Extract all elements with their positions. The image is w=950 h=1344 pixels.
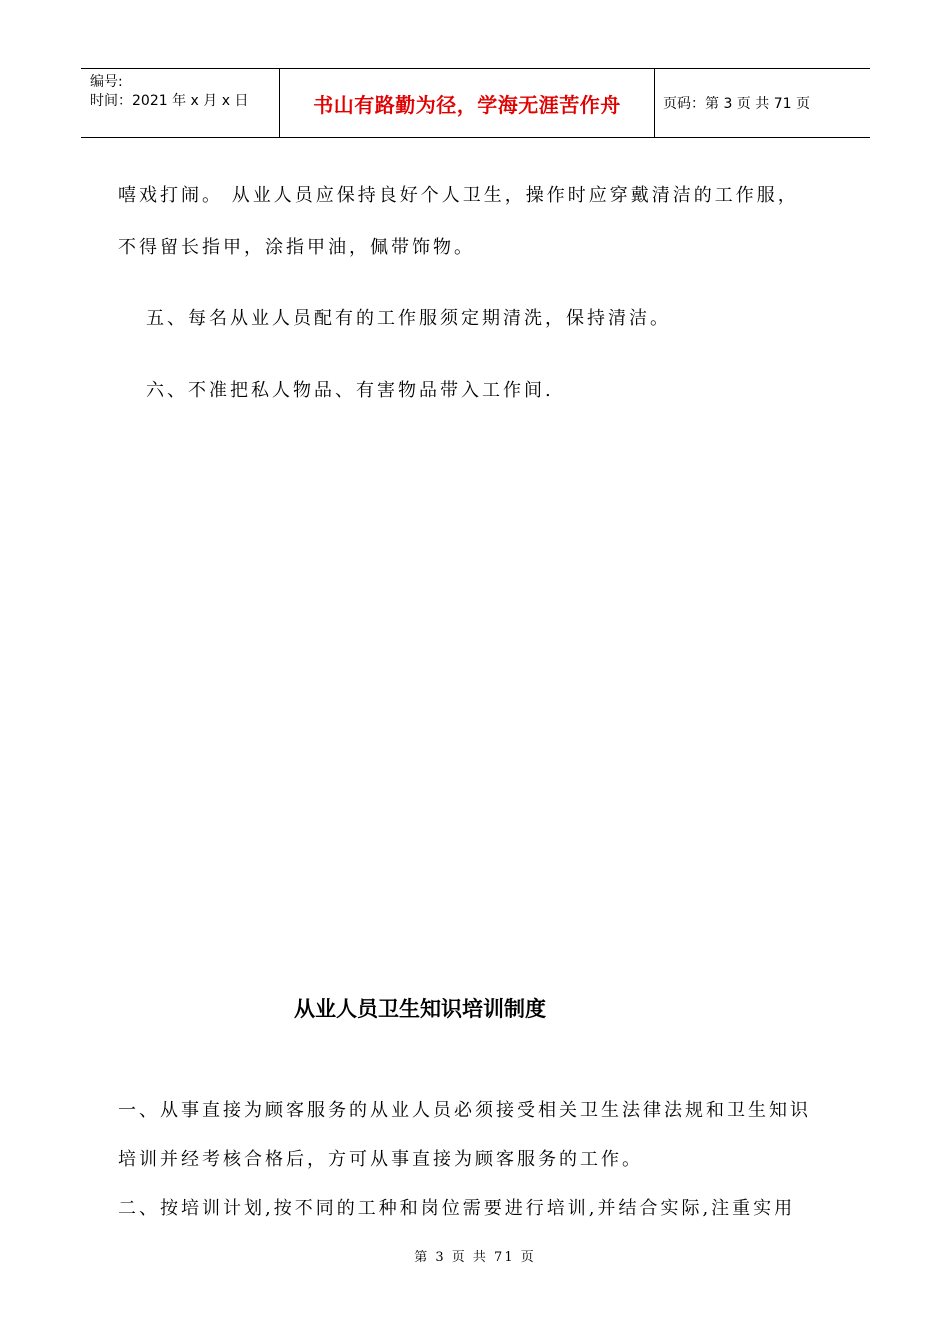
- header-page-number: 页码：第 3 页 共 71 页: [663, 96, 810, 112]
- section-paragraph-line: 培训并经考核合格后，方可从事直接为顾客服务的工作。: [118, 1149, 643, 1170]
- body-paragraph-line: 六、不准把私人物品、有害物品带入工作间.: [146, 380, 554, 401]
- section-title: 从业人员卫生知识培训制度: [294, 997, 546, 1021]
- header-meta: [81, 69, 280, 137]
- document-number-label: 编号:: [90, 74, 123, 90]
- body-paragraph-line: 五、每名从业人员配有的工作服须定期清洗，保持清洁。: [146, 308, 671, 329]
- body-paragraph-line: 嘻戏打闹。 从业人员应保持良好个人卫生，操作时应穿戴清洁的工作服，: [118, 185, 799, 206]
- header-motto: 书山有路勤为径，学海无涯苦作舟: [280, 69, 655, 137]
- document-header: [81, 68, 870, 138]
- page-footer: 第 3 页 共 71 页: [414, 1250, 536, 1265]
- section-paragraph-line: 二、按培训计划,按不同的工种和岗位需要进行培训,并结合实际,注重实用: [118, 1198, 796, 1219]
- body-paragraph-line: 不得留长指甲，涂指甲油，佩带饰物。: [118, 237, 475, 258]
- section-paragraph-line: 一、从事直接为顾客服务的从业人员必须接受相关卫生法律法规和卫生知识: [118, 1100, 811, 1121]
- document-date-label: 时间：2021 年 x 月 x 日: [90, 93, 249, 109]
